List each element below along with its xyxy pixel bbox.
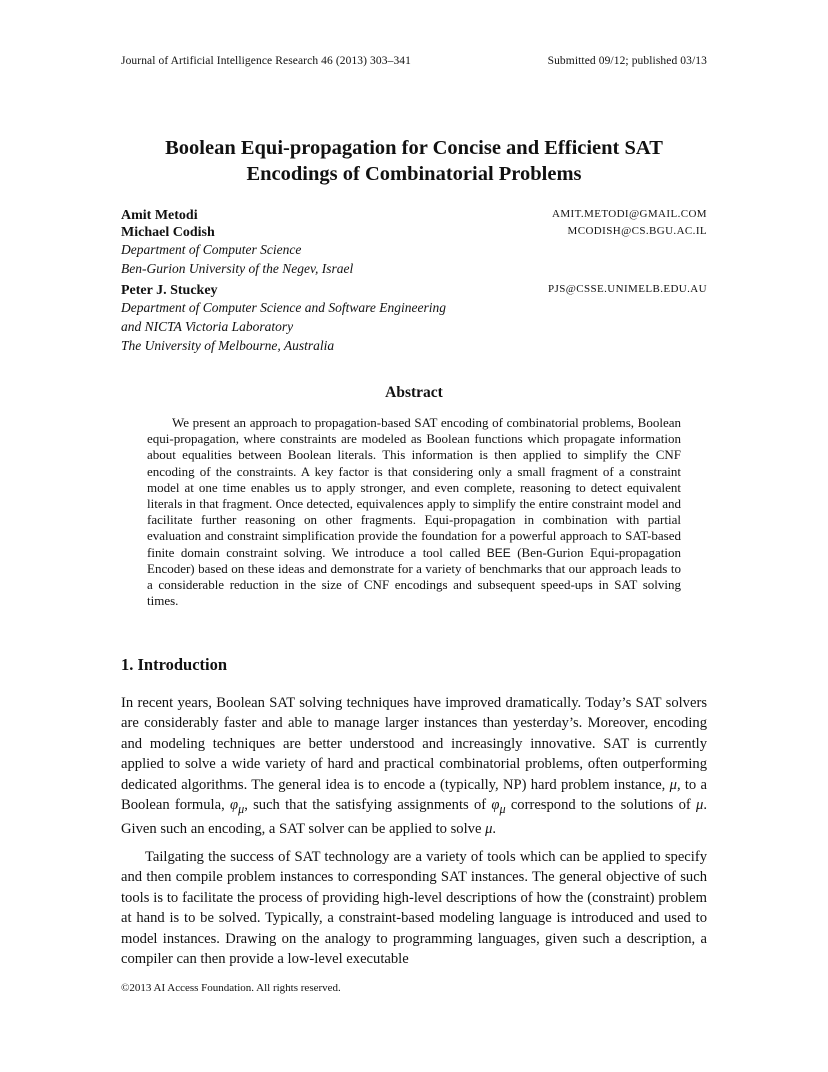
abstract-text bbox=[147, 415, 681, 609]
author-name: Peter J. Stuckey bbox=[121, 283, 218, 298]
title-line-2: Encodings of Combinatorial Problems bbox=[246, 163, 582, 185]
abstract-text-part: We present an approach to propagation-based SAT encoding of combinatorial problems, Boolean equi-propagation, where constraints are modeled as Boolean functions which propagate information about equalities between Boolean literals. This information is then applied to simplify the CNF encoding of the constraints. A key factor is that considering only a small fragment of a constraint model at one time enables us to apply stronger, and even complete, reasoning to detect equivalent literals in that fragment. Once detected, equivalences apply to simplify the entire constraint model and facilitate further reasoning on other fragments. Equi-propagation in combination with partial evaluation and constraint simplification provide the foundation for a powerful approach to SAT-based finite domain constraint solving. We introduce a tool called bbox=[147, 415, 681, 560]
math-mu: μ bbox=[485, 821, 493, 838]
title-line-1: Boolean Equi-propagation for Concise and Efficient SAT bbox=[165, 137, 663, 159]
author-email[interactable]: MCODISH@CS.BGU.AC.IL bbox=[567, 225, 707, 237]
affiliation-line: Department of Computer Science and Software Engineering bbox=[121, 300, 446, 315]
running-header-right: Submitted 09/12; published 03/13 bbox=[547, 55, 707, 67]
math-phi: φ bbox=[230, 797, 239, 814]
author-email[interactable]: PJS@CSSE.UNIMELB.EDU.AU bbox=[548, 283, 707, 295]
abstract-text-part: (Ben-Gurion Equi-propagation Encoder) based on these ideas and demonstrate for a variety of benchmarks that our approach leads to a considerable reduction in the size of CNF encodings and subsequent speed-ups in SAT solving times. bbox=[147, 544, 681, 609]
para-text: correspond to the solutions of bbox=[510, 797, 691, 814]
author-name: Amit Metodi bbox=[121, 208, 198, 223]
affiliation-line: and NICTA Victoria Laboratory bbox=[121, 319, 294, 334]
affiliation-line: Ben-Gurion University of the Negev, Israel bbox=[121, 261, 354, 276]
author-group-2 bbox=[121, 281, 707, 355]
author-email[interactable]: AMIT.METODI@GMAIL.COM bbox=[551, 208, 707, 220]
intro-paragraph-1 bbox=[121, 693, 707, 840]
math-mu: μ bbox=[696, 797, 704, 814]
math-subscript: μ bbox=[238, 801, 245, 816]
affiliation-line: The University of Melbourne, Australia bbox=[121, 338, 335, 353]
copyright-footer: ©2013 AI Access Foundation. All rights reserved. bbox=[121, 982, 341, 994]
running-header-left: Journal of Artificial Intelligence Research 46 (2013) 303–341 bbox=[121, 55, 412, 67]
affiliation-line: Department of Computer Science bbox=[121, 242, 302, 257]
paper-title bbox=[100, 135, 728, 187]
intro-paragraph-2: Tailgating the success of SAT technology are a variety of tools which can be applied to specify and then compile problem instances to corresponding SAT instances. The general objective of such tools is to facilitate the process of providing high-level descriptions of how the (constraint) problem at hand is to be solved. Typically, a constraint-based modeling language is introduced and used to model instances. Drawing on the analogy to programming languages, given such a description, a compiler can then provide a low-level executable bbox=[121, 849, 707, 968]
math-mu: μ bbox=[669, 776, 677, 793]
author-group-1 bbox=[121, 206, 707, 278]
para-text: , such that the satisfying assignments of bbox=[244, 797, 487, 814]
author-name: Michael Codish bbox=[121, 225, 215, 240]
section-heading: 1. Introduction bbox=[121, 655, 228, 674]
abstract-heading: Abstract bbox=[385, 384, 443, 401]
tool-name: BEE bbox=[486, 545, 511, 560]
para-text: . bbox=[492, 821, 497, 838]
para-text: . Given such an encoding, a SAT solver can be applied to solve bbox=[121, 797, 707, 838]
para-text: In recent years, Boolean SAT solving techniques have improved dramatically. Today’s SAT solvers are considerably faster and able to manage larger instances than yesterday’s. Moreover, encoding and modeling techniques are better understood and increasingly innovative. SAT is currently applied to solve a wide variety of hard and practical combinatorial problems, often outperforming dedicated algorithms. The general idea is to encode a (typically, NP) hard problem instance, bbox=[121, 695, 707, 793]
para-text: , to a Boolean formula, bbox=[121, 776, 707, 814]
math-subscript: μ bbox=[499, 801, 506, 816]
math-phi: φ bbox=[491, 797, 500, 814]
